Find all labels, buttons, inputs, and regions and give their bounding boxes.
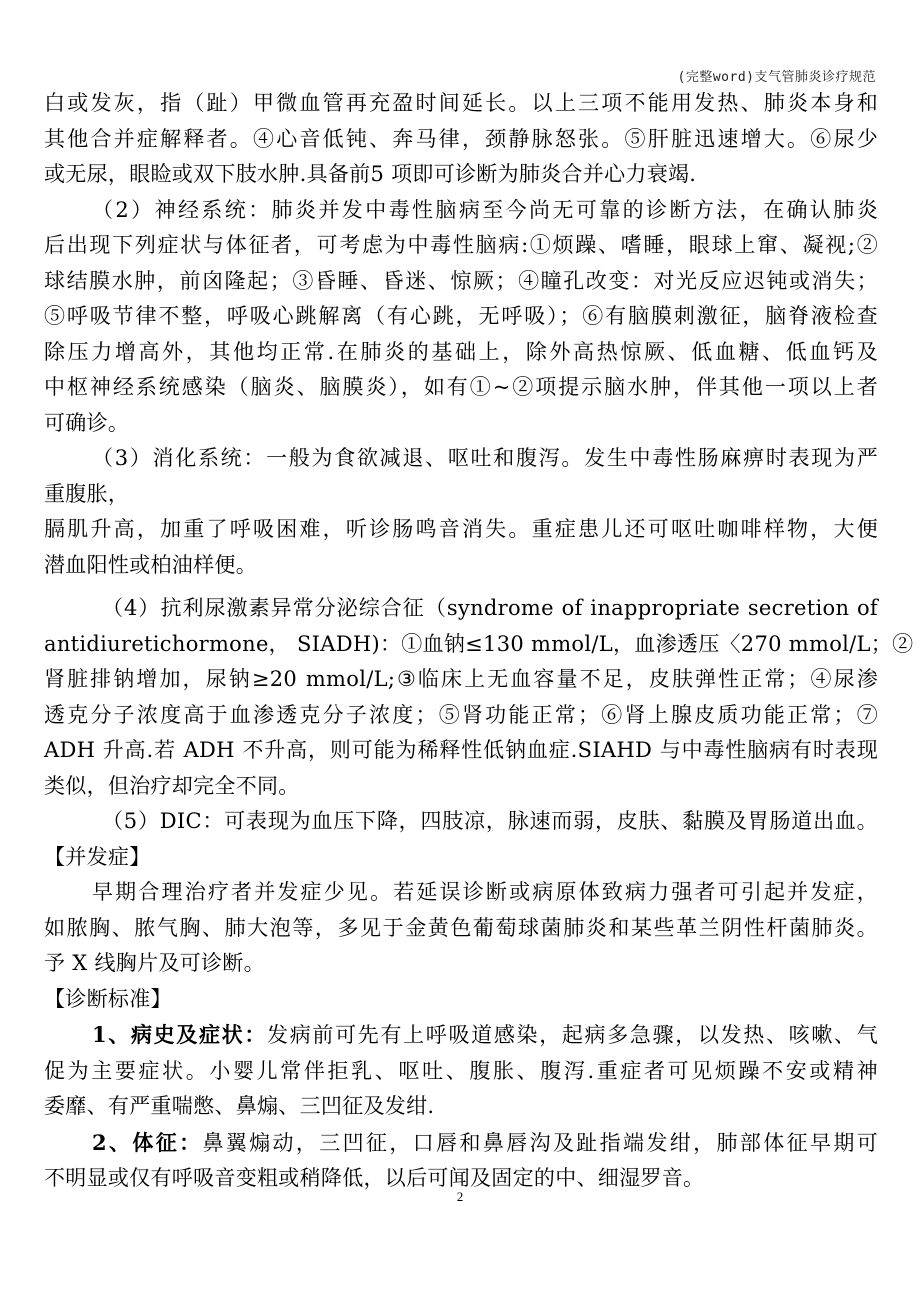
text-line: ⑤呼吸节律不整，呼吸心跳解离（有心跳，无呼吸）；⑥有脑膜刺激征，脑脊液检查: [44, 304, 878, 328]
text-line: 后出现下列症状与体征者，可考虑为中毒性脑病:①烦躁、嗜睡，眼球上窜、凝视;②: [44, 233, 878, 257]
document-header: (完整word)支气管肺炎诊疗规范: [677, 70, 876, 85]
digestive-system-heading-line: （3）消化系统：一般为食欲减退、呕吐和腹泻。发生中毒性肠麻痹时表现为严: [92, 446, 878, 470]
text-line: 类似，但治疗却完全不同。: [44, 773, 300, 798]
text-line: antidiuretichormone， SIADH)：①血钠≤130 mmol/L，血渗透压〈270 mmol/L；②: [44, 631, 914, 656]
text-line: 促为主要症状。小婴儿常伴拒乳、呕吐、腹胀、腹泻.重症者可见烦躁不安或精神: [44, 1058, 878, 1083]
text-line: 其他合并症解释者。④心音低钝、奔马律，颈静脉怒张。⑤肝脏迅速增大。⑥尿少: [44, 126, 878, 151]
text-line: 予 X 线胸片及可诊断。: [44, 951, 265, 975]
text-line: 如脓胸、脓气胸、肺大泡等，多见于金黄色葡萄球菌肺炎和某些革兰阴性杆菌肺炎。: [44, 915, 878, 940]
diagnosis-item-2-text: 鼻翼煽动，三凹征，口唇和鼻唇沟及趾指端发绀，肺部体征早期可: [202, 1130, 878, 1155]
text-line: 早期合理治疗者并发症少见。若延误诊断或病原体致病力强者可引起并发症，: [92, 880, 878, 904]
page-number: 2: [456, 1189, 464, 1204]
text-line: 中枢神经系统感染（脑炎、脑膜炎），如有①~②项提示脑水肿，伴其他一项以上者: [44, 375, 878, 399]
text-line: 不明显或仅有呼吸音变粗或稍降低，以后可闻及固定的中、细湿罗音。: [44, 1166, 705, 1190]
siadh-heading-line: （4）抗利尿激素异常分泌综合征（syndrome of inappropriate secretion of: [102, 596, 878, 620]
text-line: 除压力增高外，其他均正常.在肺炎的基础上，除外高热惊厥、低血糖、低血钙及: [44, 339, 878, 364]
complications-heading: 【并发症】: [44, 844, 151, 869]
diagnosis-item-2-label: 2、体征：: [92, 1129, 203, 1155]
text-line: 重腹胀，: [44, 481, 130, 506]
text-line: 白或发灰，指（趾）甲微血管再充盈时间延长。以上三项不能用发热、肺炎本身和: [44, 91, 878, 115]
dic-line: （5）DIC：可表现为血压下降，四肢凉，脉速而弱，皮肤、黏膜及胃肠道出血。: [102, 809, 878, 833]
text-line: 膈肌升高，加重了呼吸困难，听诊肠鸣音消失。重症患儿还可呕吐咖啡样物，大便: [44, 517, 878, 541]
text-line: 可确诊。: [44, 410, 130, 435]
diagnosis-heading: 【诊断标准】: [44, 986, 172, 1011]
text-line: ADH 升高.若 ADH 不升高，则可能为稀释性低钠血症.SIAHD 与中毒性脑病有时表现: [44, 738, 878, 762]
text-line: 球结膜水肿，前囟隆起；③昏睡、昏迷、惊厥；④瞳孔改变：对光反应迟钝或消失；: [44, 268, 878, 293]
diagnosis-item-1-text: 发病前可先有上呼吸道感染，起病多急骤，以发热、咳嗽、气: [267, 1023, 878, 1047]
nervous-system-heading-line: （2）神经系统：肺炎并发中毒性脑病至今尚无可靠的诊断方法，在确认肺炎: [92, 197, 878, 222]
page-content: [44, 86, 914, 1197]
text-line: 或无尿，眼睑或双下肢水肿.具备前5 项即可诊断为肺炎合并心力衰竭.: [44, 162, 697, 186]
diagnosis-item-1-label: 1、病史及症状：: [92, 1022, 268, 1047]
text-line: 委靡、有严重喘憋、鼻煽、三凹征及发绀.: [44, 1094, 435, 1118]
diagnosis-item-1-line: [44, 1017, 878, 1054]
text-line: 潜血阳性或柏油样便。: [44, 552, 257, 577]
diagnosis-item-2-line: [44, 1125, 878, 1162]
text-line: 肾脏排钠增加，尿钠≥20 mmol/L;③临床上无血容量不足，皮肤弹性正常；④尿渗: [44, 667, 878, 691]
text-line: 透克分子浓度高于血渗透克分子浓度；⑤肾功能正常；⑥肾上腺皮质功能正常；⑦: [44, 702, 878, 727]
